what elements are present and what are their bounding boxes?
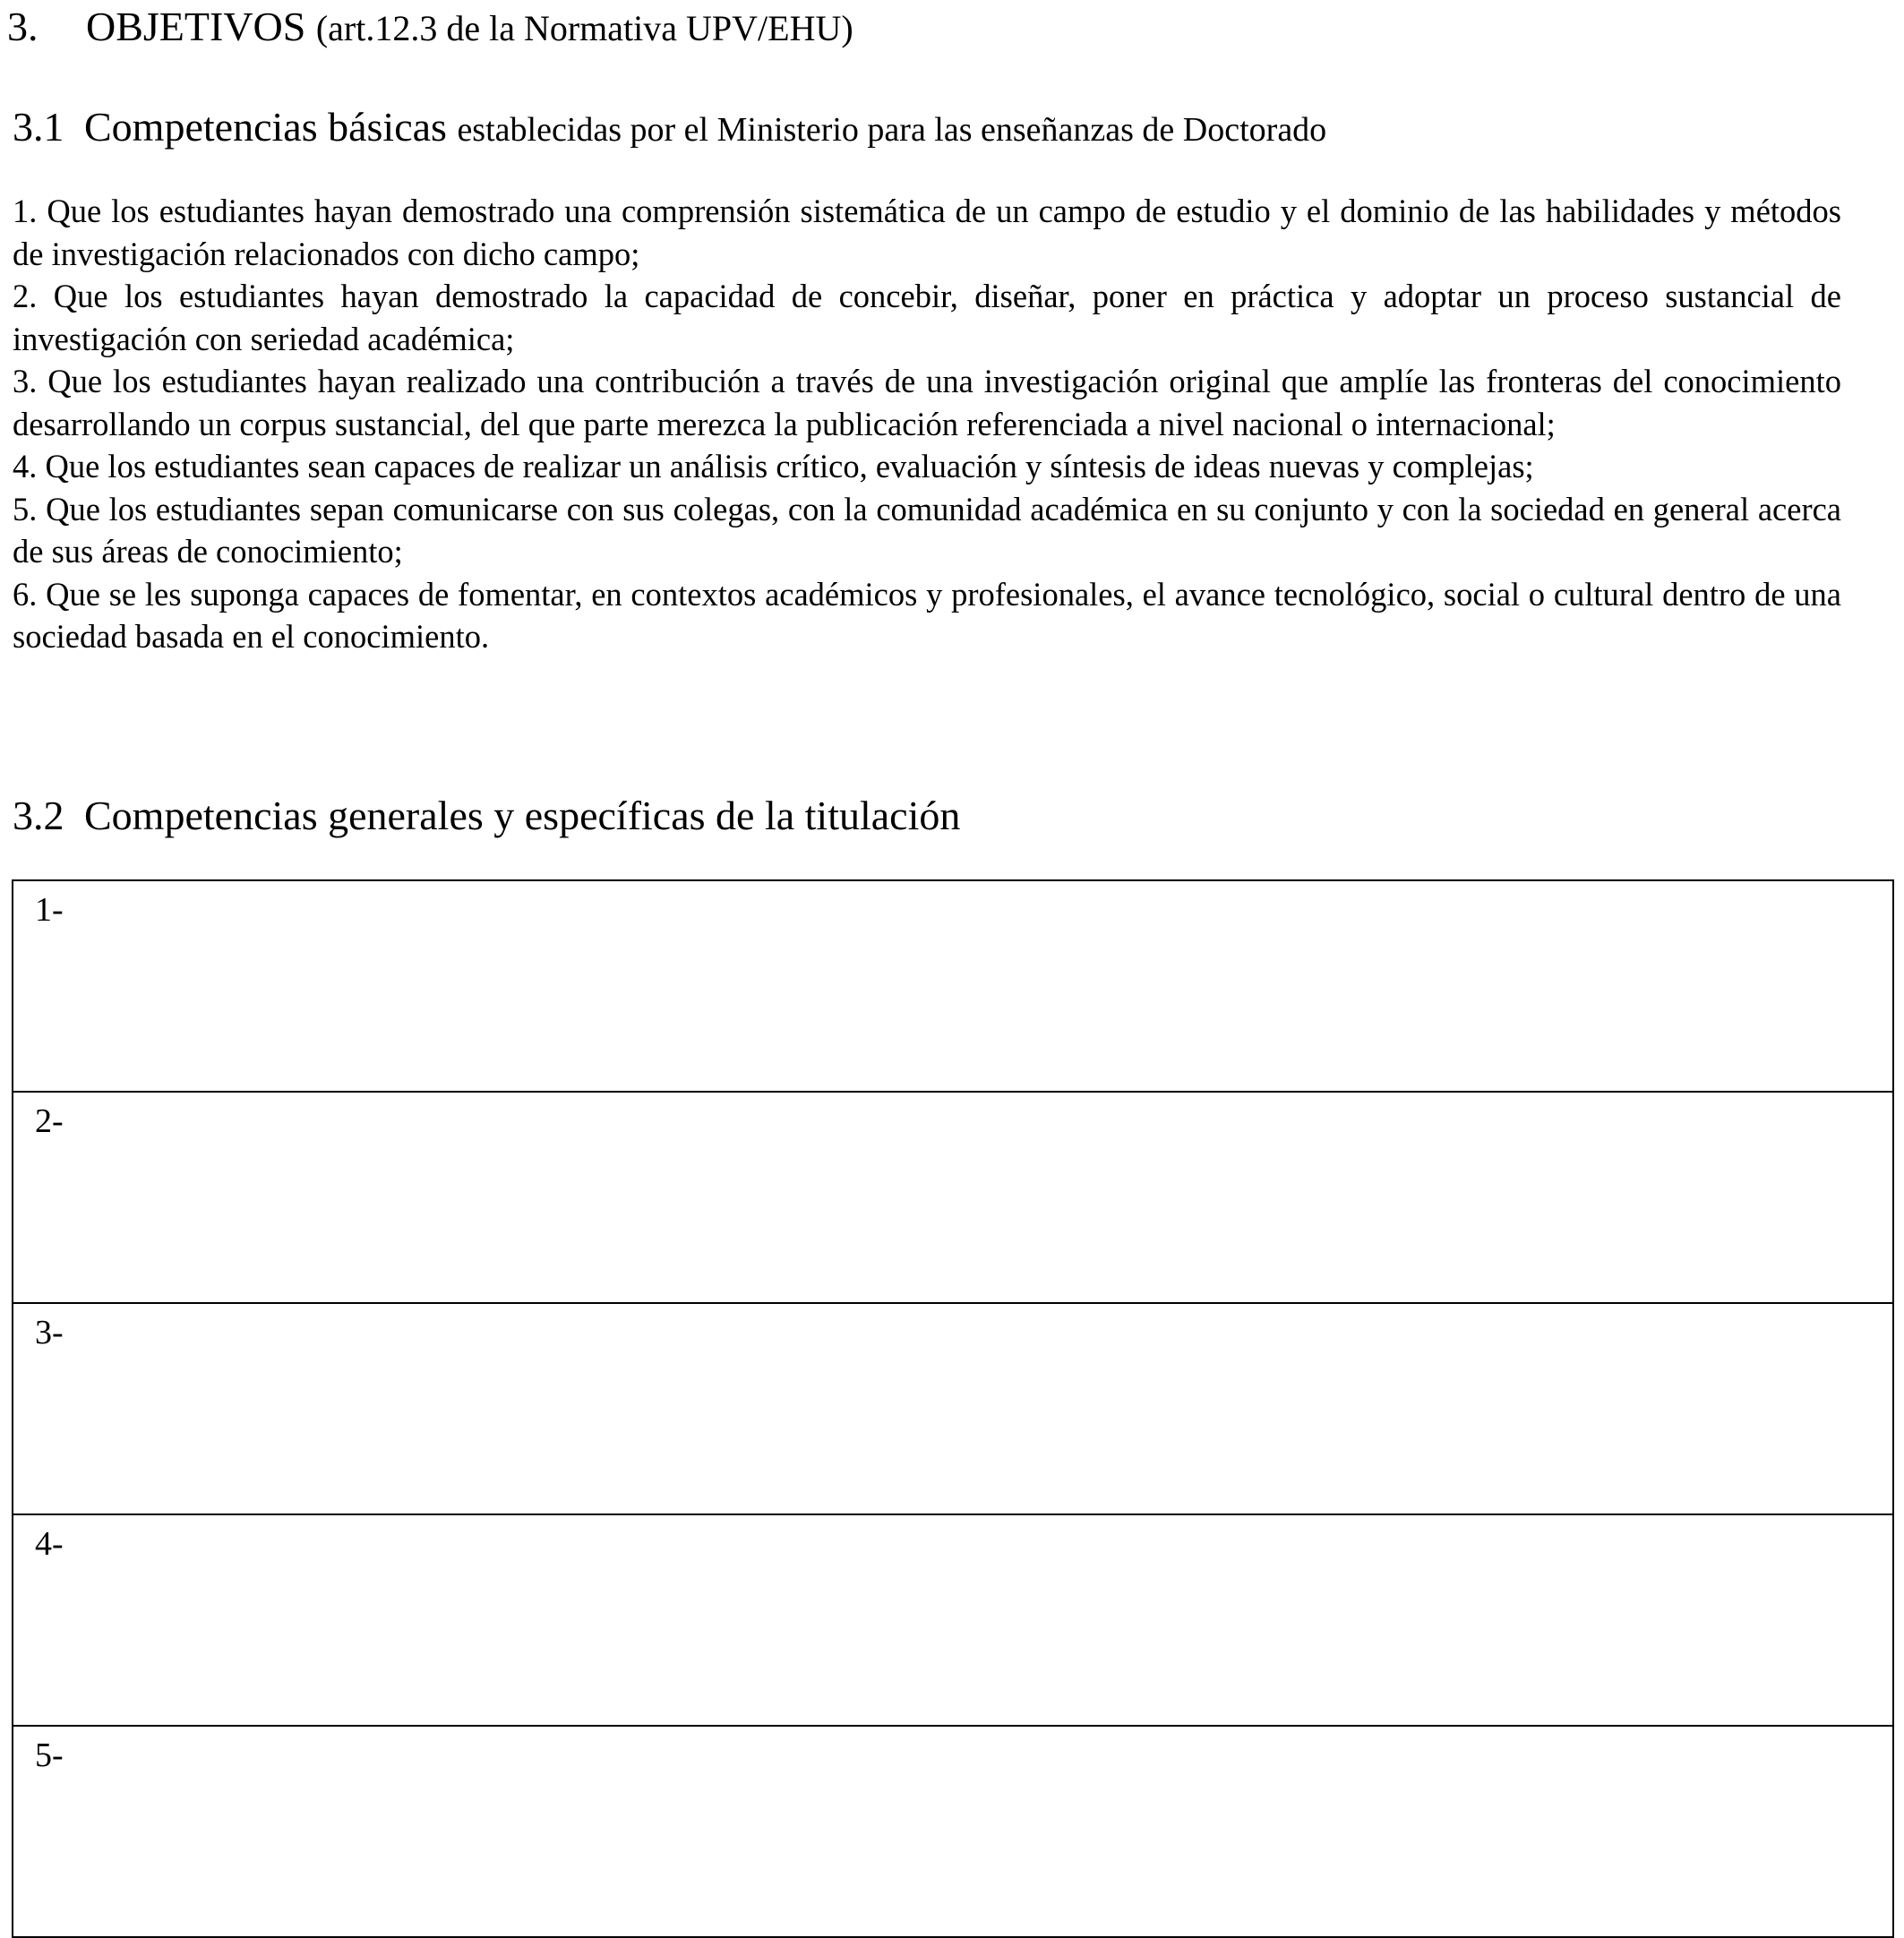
- competence-item: 3. Que los estudiantes hayan realizado una contribución a través de una investigación original que amplíe las fronteras del conocimiento desarrollando un corpus sustancial, del que parte merezca la publicación referenciada a nivel nacional o internacional;: [13, 363, 1841, 442]
- subsection-title: Competencias básicas: [84, 104, 447, 150]
- competence-field-4[interactable]: [13, 1514, 1893, 1726]
- section-reference: (art.12.3 de la Normativa UPV/EHU): [315, 8, 853, 48]
- subsection-heading-basic: [13, 102, 1326, 155]
- section-number: 3.: [7, 4, 39, 49]
- table-row: [13, 1726, 1893, 1937]
- competence-field-2[interactable]: [13, 1092, 1893, 1303]
- subsection-title: Competencias generales y específicas de la titulación: [84, 793, 961, 838]
- row-label: 3-: [35, 1314, 64, 1351]
- competence-field-1[interactable]: [13, 880, 1893, 1092]
- table-row: [13, 1514, 1893, 1726]
- competence-item: 6. Que se les suponga capaces de fomentar, en contextos académicos y profesionales, el avance tecnológico, social o cultural dentro de una sociedad basada en el conocimiento.: [13, 575, 1841, 655]
- row-label: 1-: [35, 891, 64, 929]
- table-row: [13, 1092, 1893, 1303]
- specific-competences-table: [12, 879, 1894, 1938]
- subsection-subtitle: establecidas por el Ministerio para las enseñanzas de Doctorado: [457, 111, 1327, 149]
- basic-competences-list: [13, 190, 1841, 658]
- row-label: 4-: [35, 1525, 64, 1563]
- subsection-number: 3.1: [13, 104, 64, 150]
- competence-item: 4. Que los estudiantes sean capaces de realizar un análisis crítico, evaluación y síntesis de ideas nuevas y complejas;: [13, 448, 1534, 484]
- competence-item: 2. Que los estudiantes hayan demostrado la capacidad de concebir, diseñar, poner en práctica y adoptar un proceso sustancial de investigación con seriedad académica;: [13, 278, 1841, 357]
- subsection-heading-specific: [13, 791, 960, 841]
- competence-field-5[interactable]: [13, 1726, 1893, 1937]
- row-label: 5-: [35, 1736, 64, 1774]
- competence-field-3[interactable]: [13, 1303, 1893, 1514]
- table-row: [13, 880, 1893, 1092]
- subsection-number: 3.2: [13, 793, 64, 838]
- section-heading: [7, 2, 853, 54]
- section-title: OBJETIVOS: [86, 4, 306, 49]
- competence-item: 1. Que los estudiantes hayan demostrado una comprensión sistemática de un campo de estudio y el dominio de las habilidades y métodos de investigación relacionados con dicho campo;: [13, 193, 1841, 272]
- competence-item: 5. Que los estudiantes sepan comunicarse con sus colegas, con la comunidad académica en su conjunto y con la sociedad en general acerca de sus áreas de conocimiento;: [13, 490, 1841, 570]
- row-label: 2-: [35, 1102, 64, 1140]
- table-row: [13, 1303, 1893, 1514]
